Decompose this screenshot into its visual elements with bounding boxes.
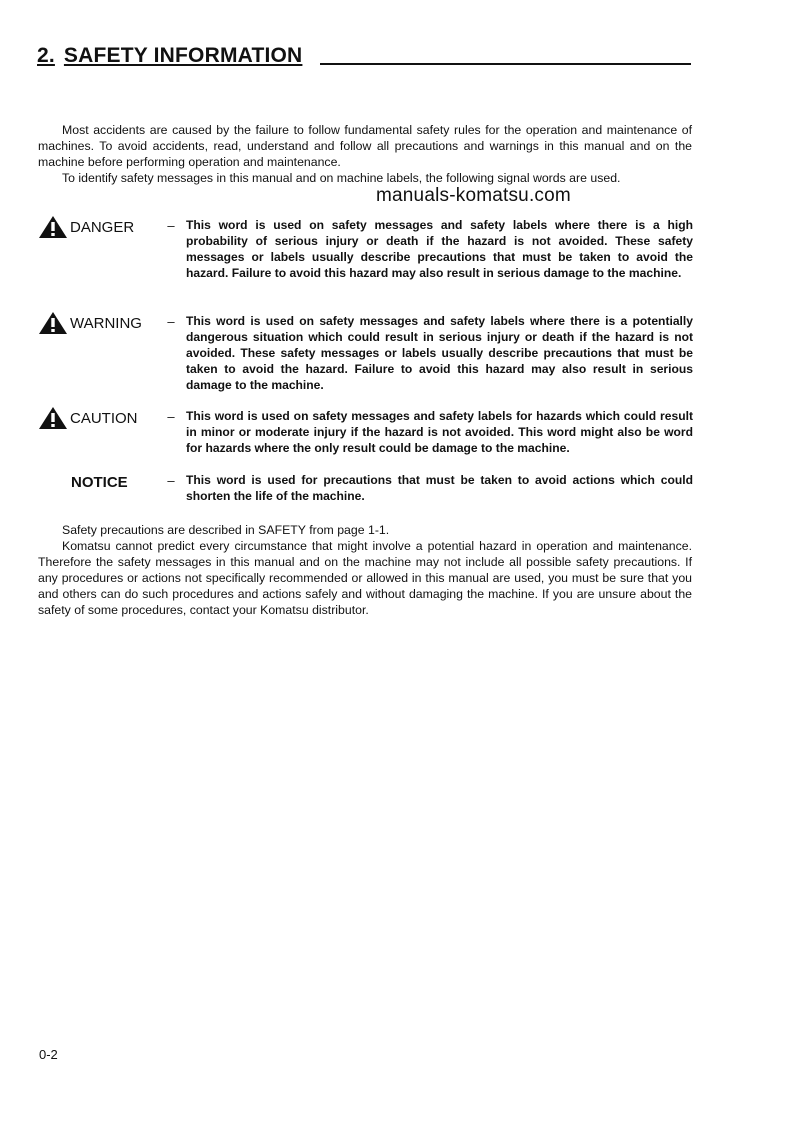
signal-word-warning: WARNING — [70, 314, 142, 332]
intro-paragraph-2: To identify safety messages in this manual and on machine labels, the following signal words are used. — [62, 171, 621, 185]
signal-description-warning: This word is used on safety messages and safety labels where there is a potentially dangerous situation which could result in serious injury or death if the hazard is not avoided. These safety messages or labels usually describe precautions that must be taken to avoid the hazard. Failure to avoid this hazard may also result in serious damage to the machine. — [186, 314, 693, 392]
intro-paragraph-1: Most accidents are caused by the failure to follow fundamental safety rules for the operation and maintenance of machines. To avoid accidents, read, understand and follow all precautions and warnings in this manual and on the machine before performing operation and maintenance. — [38, 123, 692, 169]
signal-dash: – — [167, 473, 175, 488]
section-heading — [37, 44, 691, 68]
signal-description-danger: This word is used on safety messages and safety labels where there is a high probability of serious injury or death if the hazard is not avoided. These safety messages or labels usually describe precautions that must be taken to avoid the hazard. Failure to avoid this hazard may also result in serious damage to the machine. — [186, 218, 693, 280]
signal-description-caution: This word is used on safety messages and safety labels for hazards which could result in minor or moderate injury if the hazard is not avoided. This word might also be word for hazards where the only result could be damage to the machine. — [186, 409, 693, 455]
signal-notice — [38, 472, 693, 504]
signal-word-notice: NOTICE — [71, 473, 128, 491]
signal-dash: – — [167, 314, 175, 329]
signal-danger — [38, 217, 693, 281]
section-number: 2. — [37, 44, 55, 67]
signal-description-notice: This word is used for precautions that must be taken to avoid actions which could shorten the life of the machine. — [186, 473, 693, 503]
watermark-text: manuals-komatsu.com — [376, 185, 571, 206]
section-title: SAFETY INFORMATION — [63, 44, 303, 67]
warning-triangle-icon — [38, 406, 68, 430]
page-number: 0-2 — [39, 1047, 58, 1062]
closing-paragraph-2: Komatsu cannot predict every circumstance that might involve a potential hazard in operation and maintenance. Therefore the safety messages in this manual and on the machine may not include all possible safety precautions. If any procedures or actions not specifically recommended or allowed in this manual are used, you must be sure that you and others can do such procedures and actions safely and without damaging the machine. If you are unsure about the safety of some procedures, contact your Komatsu distributor. — [38, 539, 692, 617]
signal-caution — [38, 408, 693, 456]
heading-rule — [320, 63, 691, 65]
signal-dash: – — [167, 409, 175, 424]
warning-triangle-icon — [38, 215, 68, 239]
closing-paragraph-1: Safety precautions are described in SAFETY from page 1-1. — [62, 523, 390, 537]
warning-triangle-icon — [38, 311, 68, 335]
signal-warning — [38, 313, 693, 393]
signal-dash: – — [167, 218, 175, 233]
signal-word-danger: DANGER — [70, 218, 135, 236]
signal-word-caution: CAUTION — [70, 409, 138, 427]
